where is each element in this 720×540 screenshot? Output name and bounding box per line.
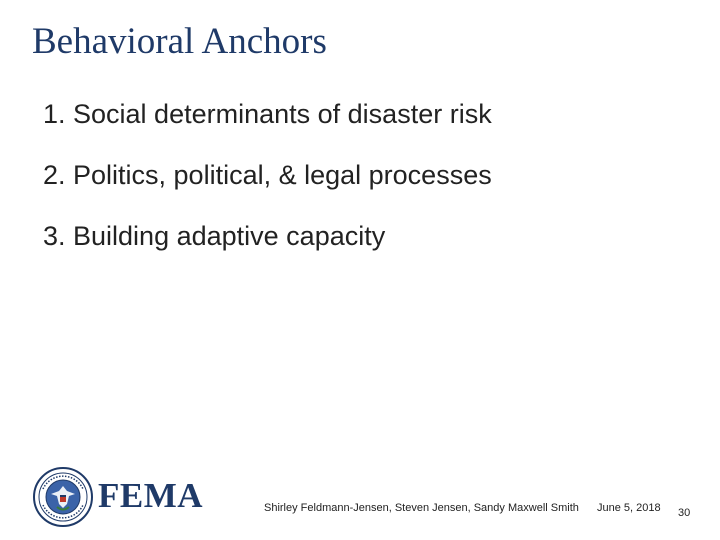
slide-title: Behavioral Anchors [32, 21, 327, 62]
footer-date: June 5, 2018 [597, 502, 661, 514]
bullet-list [43, 96, 492, 279]
dhs-seal-icon [33, 467, 93, 527]
page-number: 30 [678, 507, 691, 519]
bullet-item: 1. Social determinants of disaster risk [43, 99, 492, 129]
slide-footer [0, 462, 720, 540]
bullet-item: 3. Building adaptive capacity [43, 221, 386, 251]
fema-wordmark: FEMA [98, 476, 204, 515]
footer-authors: Shirley Feldmann-Jensen, Steven Jensen, Sandy Maxwell Smith [264, 502, 579, 514]
bullet-item: 2. Politics, political, & legal processes [43, 160, 492, 190]
